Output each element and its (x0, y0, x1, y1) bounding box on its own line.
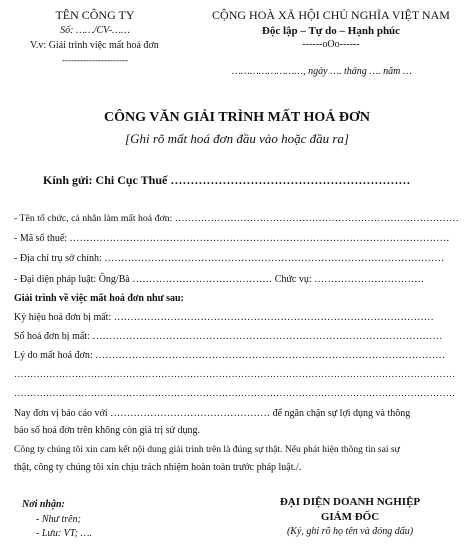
field-invoice-symbol: Ký hiệu hoá đơn bị mất: …………………………………………………………………………………… (14, 312, 434, 323)
director-title: GIÁM ĐỐC (320, 511, 380, 523)
recipients-label: Nơi nhận: (22, 499, 65, 510)
commitment-line: thật, công ty chúng tôi xin chịu trách nhiệm hoàn toàn trước pháp luật./. (14, 462, 302, 473)
field-loss-reason: Lý do mất hoá đơn: …………………………………………………………………………………………… (14, 350, 446, 361)
signature-note: (Ký, ghi rõ họ tên và đóng dấu) (286, 526, 414, 537)
field-tax-code: - Mã số thuế: …………………………………………………………………………………………………… (14, 233, 450, 244)
field-organization: - Tên tổ chức, cá nhân làm mất hoá đơn: …………………………………………………………………………… (14, 213, 459, 224)
nation-motto: Độc lập – Tự do – Hạnh phúc (261, 25, 401, 37)
representative-title: ĐẠI DIỆN DOANH NGHIỆP (279, 496, 421, 508)
blank-line: ………………………………………………………………………………………………………………………… (14, 388, 456, 399)
company-name: TÊN CÔNG TY (55, 8, 135, 22)
document-subtitle: [Ghi rõ mất hoá đơn đầu vào hoặc đầu ra] (125, 131, 349, 146)
left-rule: ---------------------- (62, 55, 128, 65)
ornament: ------oOo------ (302, 39, 360, 50)
date-line: ……………………, ngày …. tháng …. năm … (232, 66, 412, 77)
field-invoice-number: Số hoá đơn bị mất: …………………………………………………………………………………………… (14, 331, 443, 342)
recipient-item: - Như trên; (36, 514, 81, 525)
explain-heading: Giải trình về việc mất hoá đơn như sau: (14, 293, 184, 304)
commitment-line: Công ty chúng tôi xin cam kết nội dung giải trình trên là đúng sự thật. Nếu phát hiện thông tin sai sự (14, 444, 400, 455)
document-title: CÔNG VĂN GIẢI TRÌNH MẤT HOÁ ĐƠN (103, 110, 371, 125)
document-number: Số: ……/CV-…… (60, 25, 130, 36)
recipient-line: Kính gửi: Chi Cục Thuế …………………………………………………… (43, 173, 411, 187)
recipient-item: - Lưu: VT; …. (36, 528, 92, 539)
blank-line: ………………………………………………………………………………………………………………………… (14, 369, 456, 380)
document-subject: V.v: Giải trình việc mất hoá đơn (30, 40, 159, 51)
nation-title: CỘNG HOÀ XÃ HỘI CHỦ NGHĨA VIỆT NAM (212, 8, 450, 22)
report-line: báo số hoá đơn trên không còn giá trị sử dụng. (14, 425, 200, 436)
field-legal-representative: - Đại diện pháp luật: Ông/Bà …………………………………… Chức vụ: …………………………… (14, 274, 425, 285)
field-address: - Địa chỉ trụ sở chính: ………………………………………………………………………………………… (14, 253, 445, 264)
report-line: Nay đơn vị báo cáo với ………………………………………… để ngăn chặn sự lợi dụng và thông (14, 408, 411, 419)
